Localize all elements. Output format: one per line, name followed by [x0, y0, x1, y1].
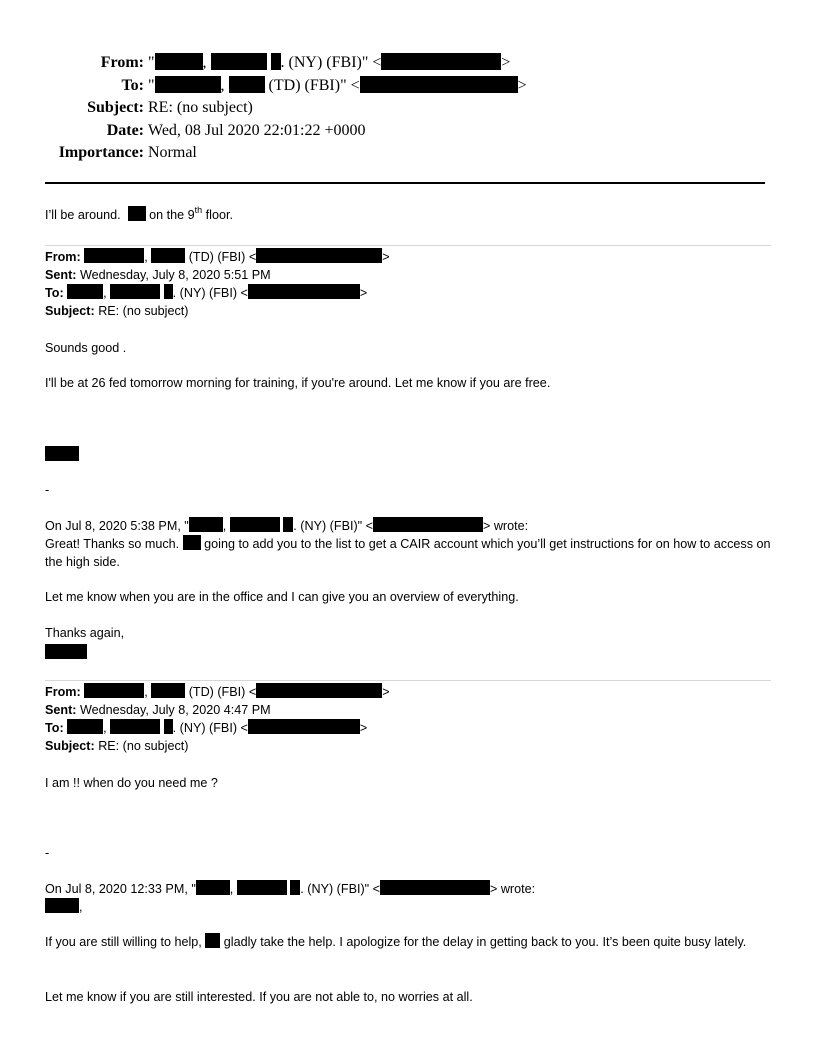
header-from-label: From:	[100, 54, 144, 71]
quote-greeting: ,	[45, 898, 775, 916]
quote-paragraph: Let me know when you are in the office and I can give you an overview of everything.	[45, 590, 519, 604]
redaction-box	[380, 880, 490, 895]
redaction-box	[283, 517, 293, 532]
header-importance-row	[0, 142, 816, 165]
header-divider	[45, 182, 765, 184]
redaction-box	[155, 76, 221, 93]
redaction-box	[211, 53, 267, 70]
header-subject-label: Subject:	[87, 99, 144, 116]
redaction-box	[237, 880, 287, 895]
redaction-box	[110, 719, 160, 734]
redaction-box	[183, 535, 201, 550]
quote-attribution: On Jul 8, 2020 5:38 PM, " , . (NY) (FBI)" < > wrote:	[45, 519, 529, 533]
message-body-line: Sounds good .	[45, 341, 127, 355]
header-subject-value: RE: (no subject)	[148, 99, 253, 116]
signature-redaction	[45, 644, 775, 662]
redaction-box	[67, 719, 103, 734]
message-header: From: , (TD) (FBI) < > Sent: Wednesday, July 8, 2020 5:51 PM To: , . (NY) (FBI) < > Subject: RE: (no subject)	[45, 250, 390, 318]
redaction-box	[67, 284, 103, 299]
redaction-box	[256, 683, 382, 698]
message-header: From: , (TD) (FBI) < > Sent: Wednesday, July 8, 2020 4:47 PM To: , . (NY) (FBI) < > Subject: RE: (no subject)	[45, 685, 390, 753]
redaction-box	[189, 517, 223, 532]
header-from-row: From: " , . (NY) (FBI)" < >	[0, 52, 816, 75]
redaction-box	[229, 76, 265, 93]
message-body-line: I am !! when do you need me ?	[45, 776, 218, 790]
redaction-box	[110, 284, 160, 299]
header-date-value: Wed, 08 Jul 2020 22:01:22 +0000	[148, 121, 366, 139]
redaction-box	[205, 933, 220, 948]
header-importance-value: Normal	[148, 144, 197, 161]
redaction-box	[256, 248, 382, 263]
redaction-box	[151, 683, 185, 698]
redaction-box	[381, 53, 501, 70]
signature-dash: -	[45, 846, 50, 860]
quote-attribution: On Jul 8, 2020 12:33 PM, " , . (NY) (FBI)" < > wrote:	[45, 882, 536, 896]
quote-paragraph: If you are still willing to help, gladly take the help. I apologize for the delay in getting back to you. It’s been quite busy lately.	[45, 935, 747, 949]
quote-paragraph: Let me know if you are still interested. If you are not able to, no worries at all.	[45, 990, 473, 1004]
email-header	[0, 52, 816, 165]
redaction-box	[84, 683, 144, 698]
redaction-box	[151, 248, 185, 263]
redaction-box	[290, 880, 300, 895]
header-importance-label: Importance:	[58, 144, 144, 161]
redaction-box	[84, 248, 144, 263]
header-date-label: Date:	[106, 121, 144, 139]
redaction-box	[155, 53, 203, 70]
signature-dash: -	[45, 483, 50, 497]
message-divider	[45, 245, 771, 246]
redaction-box	[248, 284, 360, 299]
header-to-label: To:	[121, 76, 144, 94]
redaction-box	[196, 880, 230, 895]
quote-paragraph: Thanks again,	[45, 626, 125, 640]
header-subject-row	[0, 97, 816, 120]
quote-paragraph: Great! Thanks so much. going to add you to the list to get a CAIR account which you’ll get instructions for on how to access on the high side.	[45, 537, 771, 569]
reply-text: I’ll be around. on the 9th floor.	[45, 205, 233, 222]
redaction-box	[230, 517, 280, 532]
header-to-row: To: " , (TD) (FBI)" < >	[0, 75, 816, 98]
redaction-box	[164, 719, 173, 734]
header-date-row	[0, 120, 816, 143]
redaction-box	[45, 898, 79, 913]
redaction-box	[373, 517, 483, 532]
redaction-box	[164, 284, 173, 299]
redaction-box	[248, 719, 360, 734]
redaction-box	[128, 206, 146, 221]
message-body-line: I'll be at 26 fed tomorrow morning for training, if you're around. Let me know if you are free.	[45, 376, 551, 390]
redaction-box	[360, 76, 518, 93]
redaction-box	[271, 53, 281, 70]
message-divider	[45, 680, 771, 681]
signature-redaction	[45, 446, 775, 464]
